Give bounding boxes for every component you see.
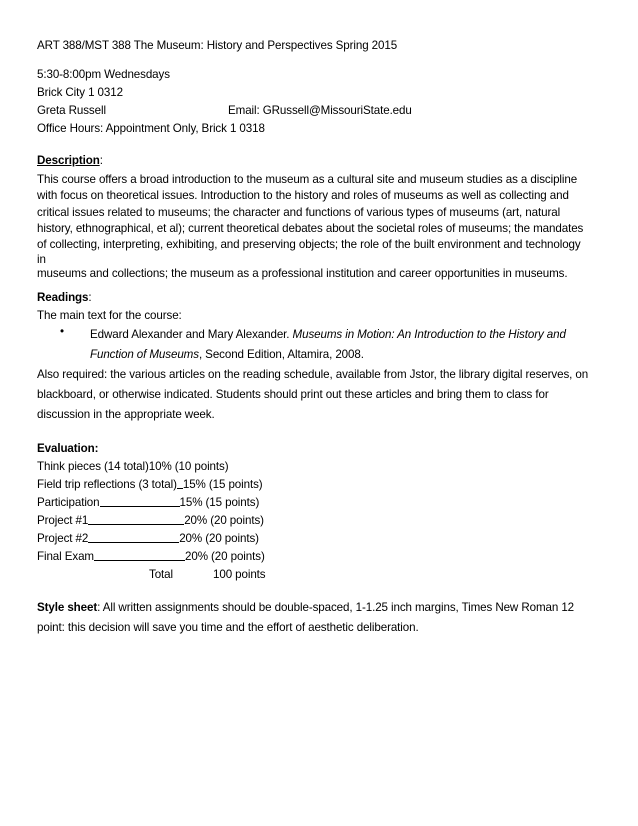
total-value: 100 points — [213, 568, 266, 581]
eval-value: 20% (20 points) — [185, 550, 265, 563]
readings-also-line: discussion in the appropriate week. — [37, 408, 215, 421]
total-label: Total — [149, 568, 173, 581]
description-line: critical issues related to museums; the character and functions of various types of museums (art, natural — [37, 205, 561, 219]
room-line — [37, 84, 412, 102]
course-info — [37, 66, 412, 138]
eval-blank — [100, 494, 180, 507]
office-hours: Office Hours: Appointment Only, Brick 1 0318 — [37, 122, 265, 135]
evaluation-row — [37, 512, 266, 530]
bullet-icon: • — [60, 325, 64, 338]
book-title: Museums in Motion: An Introduction to the History and — [292, 328, 566, 341]
eval-label: Think pieces (14 total) — [37, 460, 149, 473]
eval-blank — [94, 548, 185, 561]
class-time: 5:30-8:00pm Wednesdays — [37, 68, 170, 81]
description-body — [37, 172, 583, 283]
eval-blank — [88, 530, 179, 543]
evaluation-row — [37, 458, 266, 476]
description-line: This course offers a broad introduction to the museum as a cultural site and museum studies as a discipline — [37, 173, 578, 186]
readings-heading: Readings — [37, 291, 89, 304]
style-sheet-text-cont: point: this decision will save you time and the effort of aesthetic deliberation. — [37, 621, 419, 634]
description-line: museums and collections; the museum as a professional institution and career opportunities in museums. — [37, 267, 568, 281]
evaluation-heading: Evaluation: — [37, 442, 99, 455]
style-sheet-text: : All written assignments should be double-spaced, 1-1.25 inch margins, Times New Roman 12 — [97, 601, 575, 614]
evaluation-row — [37, 494, 266, 512]
eval-value: 20% (20 points) — [184, 514, 264, 527]
description-line: in — [37, 253, 46, 267]
readings-also-line: Also required: the various articles on the reading schedule, available from Jstor, the library digital reserves, on — [37, 368, 589, 381]
reading-citation: Edward Alexander and Mary Alexander. Museums in Motion: An Introduction to the History and Function of Museums, Second Edition, Altamira, 2008. — [90, 328, 566, 361]
description-section: Description: This course offers a broad introduction to the museum as a cultural site and museum studies as a discipline with focus on theoretical issues. Introduction to the history and roles of museums as well as collecting and critical issues related to museums; the character and functions of various types of museums (art, natural history, ethnographical, et al); current theoretical debates about the societal roles of museums; the mandates of collecting, interpreting, exhibiting, and preserving objects; the role of the built environment and technology in museums and collections; the museum as a professional institution and career opportunities in museums. — [37, 152, 583, 283]
eval-label: Participation — [37, 496, 100, 509]
eval-blank — [88, 512, 184, 525]
description-heading: Description — [37, 154, 100, 167]
eval-label: Project #1 — [37, 514, 89, 527]
readings-also-line: blackboard, or otherwise indicated. Students should print out these articles and bring them to class for — [37, 388, 549, 401]
eval-value: 15% (15 points) — [182, 478, 263, 491]
readings-section: Readings: The main text for the course: • Edward Alexander and Mary Alexander. Museums in Motion: An Introduction to the History and Function of Museums, Second Edition, Altamira, 2008. Also required: the various articles on the reading schedule, available from Jstor, the library digital reserves, on blackboard, or otherwise indicated. Students should print out these articles and bring them to class for discussion in the appropriate week. — [37, 289, 588, 425]
instructor-name: Greta Russell — [37, 104, 106, 117]
style-sheet-heading: Style sheet — [37, 601, 98, 614]
eval-label: Project #2 — [37, 532, 89, 545]
course-title: ART 388/MST 388 The Museum: History and Perspectives Spring 2015 — [37, 39, 398, 52]
reading-list-item — [57, 325, 588, 365]
evaluation-section — [37, 440, 266, 584]
eval-label: Final Exam — [37, 550, 94, 563]
readings-intro: The main text for the course: — [37, 309, 182, 322]
description-line: history, ethnographical, et al); current theoretical debates about the societal roles of museums; the mandates — [37, 221, 584, 235]
evaluation-total — [37, 566, 266, 584]
eval-value: 15% (15 points) — [179, 496, 260, 509]
instructor-email: Email: GRussell@MissouriState.edu — [228, 104, 412, 117]
book-title-cont: Function of Museums — [90, 348, 199, 361]
eval-value: 10% (10 points) — [148, 460, 229, 473]
eval-label: Field trip reflections (3 total) — [37, 478, 177, 491]
evaluation-row — [37, 476, 266, 494]
instructor-line — [37, 102, 412, 120]
style-sheet-section — [37, 598, 574, 638]
room: Brick City 1 0312 — [37, 86, 123, 99]
description-line: of collecting, interpreting, exhibiting, and preserving objects; the role of the built environment and technology — [37, 238, 581, 252]
eval-value: 20% (20 points) — [179, 532, 259, 545]
evaluation-row — [37, 530, 266, 548]
description-line: with focus on theoretical issues. Introduction to the history and roles of museums as well as collecting and — [37, 189, 569, 203]
evaluation-row — [37, 548, 266, 566]
